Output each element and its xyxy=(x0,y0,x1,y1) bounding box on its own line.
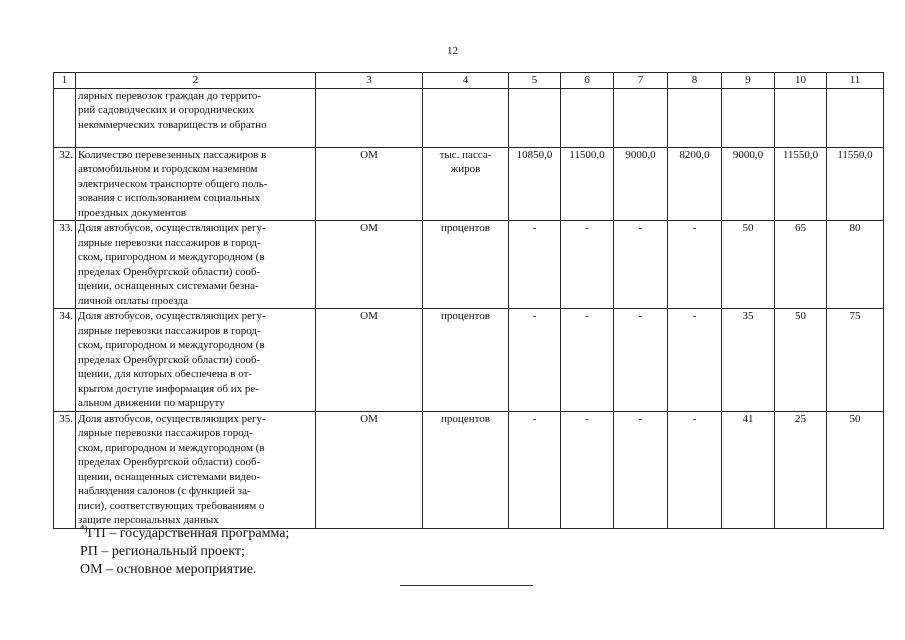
value-cell: 65 xyxy=(775,221,827,309)
value-cell: 9000,0 xyxy=(722,147,775,221)
column-header: 1 xyxy=(54,73,76,89)
column-header: 3 xyxy=(316,73,423,89)
table-row xyxy=(54,88,884,147)
row-number xyxy=(54,88,76,147)
column-header: 4 xyxy=(423,73,509,89)
column-header: 9 xyxy=(722,73,775,89)
value-cell: 35 xyxy=(722,309,775,412)
indicator-name: лярных перевозок граждан до террито- рий садоводческих и огороднических некоммерческих товариществ и обратно xyxy=(76,88,316,147)
value-cell: - xyxy=(509,221,561,309)
column-header: 6 xyxy=(561,73,614,89)
value-cell: - xyxy=(668,411,722,528)
value-cell xyxy=(668,88,722,147)
value-cell xyxy=(775,88,827,147)
value-cell: - xyxy=(614,411,668,528)
table-header-row xyxy=(54,73,884,89)
value-cell: 11500,0 xyxy=(561,147,614,221)
table-row xyxy=(54,221,884,309)
column-header: 2 xyxy=(76,73,316,89)
value-cell: 50 xyxy=(827,411,884,528)
footnote-line xyxy=(80,525,289,543)
value-cell xyxy=(509,88,561,147)
indicator-type xyxy=(316,88,423,147)
unit-cell: процентов xyxy=(423,309,509,412)
value-cell: 10850,0 xyxy=(509,147,561,221)
table-row xyxy=(54,309,884,412)
indicator-name: Доля автобусов, осуществляющих регу- лярные перевозки пассажиров в город- ском, пригородном и междугородном (в пределах Оренбургской области) сооб- щении, оснащенных системами безна- личной оплаты проезда xyxy=(76,221,316,309)
table-row xyxy=(54,411,884,528)
value-cell: 11550,0 xyxy=(827,147,884,221)
indicator-type: ОМ xyxy=(316,309,423,412)
row-number: 34. xyxy=(54,309,76,412)
value-cell xyxy=(722,88,775,147)
bottom-divider xyxy=(400,585,533,586)
value-cell: - xyxy=(614,221,668,309)
footnote xyxy=(80,525,289,579)
footnote-marker: *) xyxy=(80,523,88,534)
value-cell: - xyxy=(509,411,561,528)
unit-cell xyxy=(423,88,509,147)
column-header: 5 xyxy=(509,73,561,89)
indicator-name: Доля автобусов, осуществляющих регу- лярные перевозки пассажиров в город- ском, пригородном и междугородном (в пределах Оренбургской области) сооб- щении, для которых обеспечена в от- крытом доступе информация об их ре- альном движении по маршруту xyxy=(76,309,316,412)
value-cell: - xyxy=(509,309,561,412)
value-cell: 80 xyxy=(827,221,884,309)
footnote-line: РП – региональный проект; xyxy=(80,544,245,559)
indicator-name: Количество перевезенных пассажиров в автомобильном и городском наземном электрическом транспорте общего поль- зования с использованием социальных проездных документов xyxy=(76,147,316,221)
value-cell: 50 xyxy=(722,221,775,309)
unit-cell: процентов xyxy=(423,411,509,528)
value-cell xyxy=(561,88,614,147)
value-cell: - xyxy=(561,221,614,309)
value-cell: 75 xyxy=(827,309,884,412)
row-number: 35. xyxy=(54,411,76,528)
unit-cell: процентов xyxy=(423,221,509,309)
value-cell: - xyxy=(561,411,614,528)
value-cell: 50 xyxy=(775,309,827,412)
value-cell: 9000,0 xyxy=(614,147,668,221)
value-cell: - xyxy=(668,309,722,412)
value-cell: 8200,0 xyxy=(668,147,722,221)
footnote-line: ОМ – основное мероприятие. xyxy=(80,562,257,577)
indicators-table xyxy=(53,72,884,529)
table-row xyxy=(54,147,884,221)
value-cell: 41 xyxy=(722,411,775,528)
footnote-text: ГП – государственная программа; xyxy=(87,526,290,541)
column-header: 11 xyxy=(827,73,884,89)
column-header: 7 xyxy=(614,73,668,89)
value-cell: - xyxy=(561,309,614,412)
row-number: 32. xyxy=(54,147,76,221)
indicator-name: Доля автобусов, осуществляющих регу- лярные перевозки пассажиров город- ском, пригородном и междугородном (в пределах Оренбургской области) сооб- щении, оснащенных системами видео- наблюдения салонов (с функцией за- писи), соответствующих требованиям о защите персональных данных xyxy=(76,411,316,528)
unit-cell: тыс. пасса- жиров xyxy=(423,147,509,221)
value-cell: 11550,0 xyxy=(775,147,827,221)
column-header: 10 xyxy=(775,73,827,89)
row-number: 33. xyxy=(54,221,76,309)
value-cell: 25 xyxy=(775,411,827,528)
indicator-type: ОМ xyxy=(316,221,423,309)
value-cell: - xyxy=(668,221,722,309)
indicator-type: ОМ xyxy=(316,411,423,528)
page-number: 12 xyxy=(447,45,458,57)
indicator-type: ОМ xyxy=(316,147,423,221)
value-cell: - xyxy=(614,309,668,412)
value-cell xyxy=(827,88,884,147)
value-cell xyxy=(614,88,668,147)
column-header: 8 xyxy=(668,73,722,89)
